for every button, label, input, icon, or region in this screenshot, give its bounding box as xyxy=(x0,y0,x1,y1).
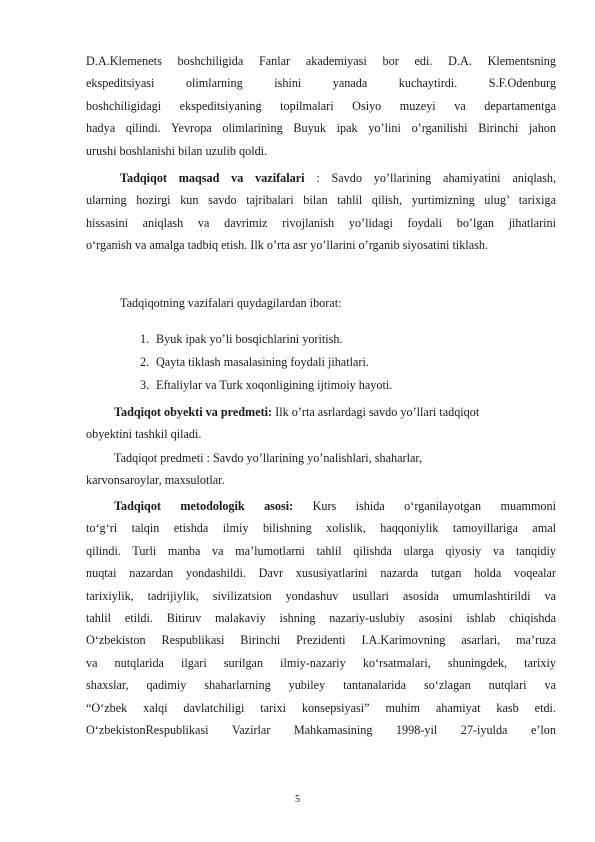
text-line: O‘zbekiston Respublikasi Birinchi Prezidenti I.A.Karimovning asarlari, ma’ruza xyxy=(86,633,556,648)
aims-first-line xyxy=(86,167,556,189)
text-line: ularning hozirgi kun savdo tajribalari bilan tahlil qilish, yurtimizning ulug’ tarixiga xyxy=(86,193,556,208)
text-line: Tadqiqot predmeti : Savdo yo’llarining yo’nalishlari, shaharlar, xyxy=(114,451,423,465)
text-line: hadya qilindi. Yevropa olimlarining Buyuk ipak yo’lini o’rganilishi Birinchi jahon xyxy=(86,121,556,136)
text-line: boshchiligidagi ekspeditsiyaning topilmalari Osiyo muzeyi va departamentga xyxy=(86,98,556,113)
object-first-text: Ilk o’rta asrlardagi savdo yo’llari tadqiqot xyxy=(272,405,480,419)
object-paragraph xyxy=(86,401,556,446)
text-line: urushi boshlanishi bilan uzulib qoldi. xyxy=(86,143,268,158)
list-item xyxy=(140,374,392,396)
method-heading: Tadqiqot metodologik asosi: xyxy=(114,499,294,513)
list-text: Eftaliylar va Turk xoqonligining ijtimoiy hayoti. xyxy=(156,378,393,392)
text-line: ekspeditsiyasi olimlarning ishini yanada kuchaytirdi. S.F.Odenburg xyxy=(86,76,556,91)
list-text: Byuk ipak yo’li bosqichlarini yoritish. xyxy=(156,332,343,346)
text-line: hissasini aniqlash va davrimiz rivojlanish yo’lidagi foydali bo’lgan jihatlarini xyxy=(86,215,556,230)
intro-paragraph xyxy=(86,50,556,162)
page-number: 5 xyxy=(295,794,300,805)
text-line: qilindi. Turli manba va ma’lumotlarni tahlil qilishda ularga qiyosiy va tanqidiy xyxy=(86,543,556,558)
text-line: nuqtai nazardan yondashildi. Davr xususiyatlarini nazarda tutgan holda voqealar xyxy=(86,566,556,581)
text-line: “O‘zbek xalqi davlatchiligi tarixi konsepsiyasi” muhim ahamiyat kasb etdi. xyxy=(86,700,556,715)
method-first-line xyxy=(86,495,556,517)
text-line: va nutqlarida ilgari surilgan ilmiy-nazariy ko‘rsatmalari, shuningdek, tarixiy xyxy=(86,655,556,670)
text-line: D.A.Klemenets boshchiligida Fanlar akademiyasi bor edi. D.A. Klementsning xyxy=(86,54,556,68)
aims-heading: Tadqiqot maqsad va vazifalari xyxy=(120,171,305,185)
list-text: Qayta tiklash masalasining foydali jihatlari. xyxy=(156,355,369,369)
text-line: O‘zbekistonRespublikasi Vazirlar Mahkamasining 1998-yil 27-iyulda e’lon xyxy=(86,722,556,737)
text-line: tahlil etildi. Bitiruv malakaviy ishning nazariy-uslubiy asosini ishlab chiqishda xyxy=(86,610,556,625)
list-number: 1. xyxy=(140,332,150,346)
text-line: shaxslar, qadimiy shaharlarning yubiley tantanalarida so‘zlagan nutqlari va xyxy=(86,678,556,693)
object-heading: Tadqiqot obyekti va predmeti: xyxy=(114,405,273,419)
method-paragraph xyxy=(86,495,556,741)
tasks-intro-text: Tadqiqotning vazifalari quydagilardan iborat: xyxy=(120,296,342,310)
text-line: tarixiylik, tadrijiylik, sivilizatsion yondashuv usullari asosida umumlashtirildi va xyxy=(86,588,556,603)
text-line: karvonsaroylar, maxsulotlar. xyxy=(86,473,225,488)
list-number: 2. xyxy=(140,355,150,369)
subject-paragraph xyxy=(86,447,556,492)
method-first-text: Kurs ishida o‘rganilayotgan muammoni xyxy=(293,499,556,513)
aims-first-text: : Savdo yo’llarining ahamiyatini aniqlash, xyxy=(304,171,556,185)
object-first-line xyxy=(86,401,556,423)
tasks-intro xyxy=(120,292,560,314)
list-item xyxy=(140,328,343,350)
text-line: o‘rganish va amalga tadbiq etish. Ilk o’rta asr yo’llarini o’rganib siyosatini tiklash. xyxy=(86,238,488,253)
text-line: obyektini tashkil qiladi. xyxy=(86,427,202,442)
aims-paragraph xyxy=(86,167,556,257)
list-item xyxy=(140,351,369,373)
list-number: 3. xyxy=(140,378,150,392)
text-line: to‘g‘ri talqin etishda ilmiy bilishning xolislik, haqqoniylik tamoyillariga amal xyxy=(86,521,556,536)
